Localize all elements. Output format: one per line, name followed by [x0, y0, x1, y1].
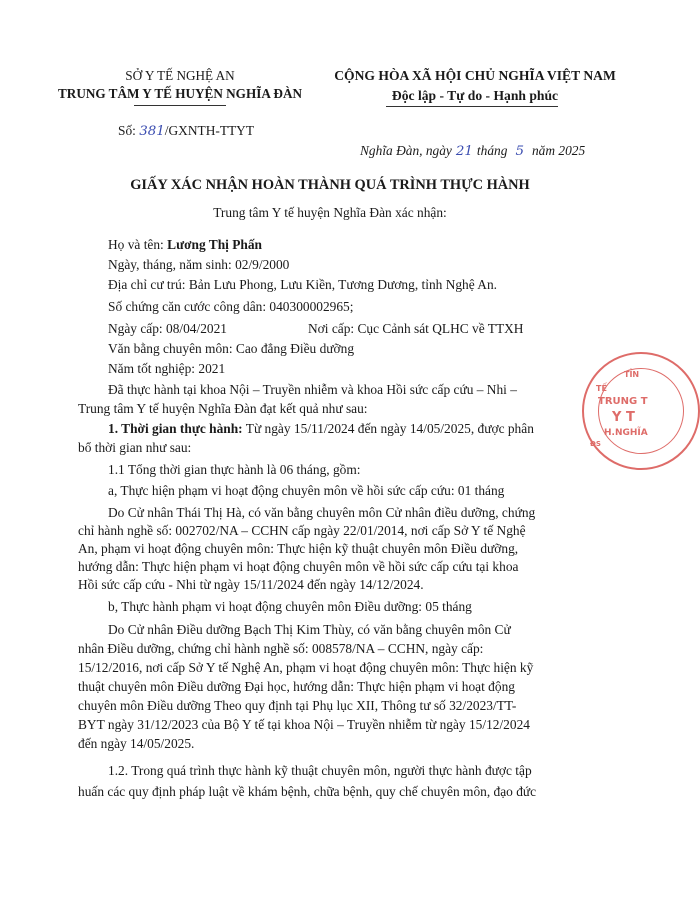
section-1-text: Từ ngày 15/11/2024 đến ngày 14/05/2025, được phân [242, 421, 534, 436]
section-1-line-2: bổ thời gian như sau: [78, 440, 192, 455]
seal-inner-ring [598, 368, 684, 454]
section-1-1: 1.1 Tổng thời gian thực hành là 06 tháng, gồm: [108, 462, 361, 477]
person-name [108, 236, 262, 253]
section-a-heading: a, Thực hiện phạm vi hoạt động chuyên môn về hồi sức cấp cứu: 01 tháng [108, 483, 505, 498]
country-name: CỘNG HÒA XÃ HỘI CHỦ NGHĨA VIỆT NAM [334, 68, 616, 83]
person-address: Địa chỉ cư trú: Bản Lưu Phong, Lưu Kiền, Tương Dương, tỉnh Nghệ An. [108, 277, 498, 292]
date-month-label: tháng [476, 143, 508, 158]
date-place: Nghĩa Đàn, ngày [360, 143, 452, 158]
section-b-line-7: đến ngày 14/05/2025. [78, 736, 195, 751]
doc-no-prefix: Số: [118, 123, 140, 138]
section-b-heading: b, Thực hành phạm vi hoạt động chuyên môn Điều dưỡng: 05 tháng [108, 599, 472, 614]
section-b-line-4: thuật chuyên môn Điều dưỡng Đại học, hướng dẫn: Thực hiện phạm vi hoạt động [78, 679, 515, 694]
section-a-line-4: hướng dẫn: Thực hiện phạm vi hoạt động chuyên môn về hồi sức cấp cứu tại khoa [78, 559, 519, 574]
name-label: Họ và tên: [108, 237, 168, 252]
section-1-label: 1. Thời gian thực hành: [108, 421, 243, 436]
seal-line-mid: TRUNG T [598, 396, 648, 407]
id-issue-place: Nơi cấp: Cục Cảnh sát QLHC về TTXH [308, 321, 524, 336]
section-a-line-5: Hồi sức cấp cứu - Nhi từ ngày 15/11/2024 đến ngày 14/12/2024. [78, 577, 424, 592]
section-a-line-2: chỉ hành nghề số: 002702/NA – CCHN cấp ngày 22/01/2014, nơi cấp Sở Y tế Nghệ [78, 523, 526, 538]
section-1-2-line-1: 1.2. Trong quá trình thực hành kỹ thuật chuyên môn, người thực hành được tập [108, 763, 532, 778]
seal-line-low: H.NGHĨA [604, 428, 648, 438]
section-b-line-3: 15/12/2016, nơi cấp Sở Y tế Nghệ An, phạm vi hoạt động chuyên môn: Thực hiện kỹ [78, 660, 534, 675]
section-1-heading [108, 420, 534, 437]
date-day: 21 [455, 144, 473, 159]
section-b-line-5: chuyên môn Điều dưỡng Theo quy định tại Phụ lục XII, Thông tư số 32/2023/TT- [78, 698, 517, 713]
person-degree: Văn bằng chuyên môn: Cao đẳng Điều dưỡng [108, 341, 355, 356]
person-id-number: Số chứng căn cước công dân: 040300002965; [108, 299, 354, 314]
seal-line-big: Y T [612, 410, 635, 425]
person-dob: Ngày, tháng, năm sinh: 02/9/2000 [108, 257, 290, 272]
doc-no-handwritten: 381 [139, 124, 165, 139]
section-b-line-6: BYT ngày 31/12/2023 của Bộ Y tế tại khoa Nội – Truyền nhiễm từ ngày 15/12/2024 [78, 717, 530, 732]
org-underline [134, 105, 226, 106]
section-a-line-3: An, phạm vi hoạt động chuyên môn: Thực hiện kỹ thuật chuyên môn Điều dưỡng, [78, 541, 519, 556]
name-value: Lương Thị Phấn [167, 237, 262, 252]
seal-left-text: TẾ [596, 384, 607, 393]
national-motto: Độc lập - Tự do - Hạnh phúc [391, 88, 559, 103]
document-title: GIẤY XÁC NHẬN HOÀN THÀNH QUÁ TRÌNH THỰC HÀNH [130, 177, 530, 193]
date-month: 5 [515, 144, 524, 159]
org-name: TRUNG TÂM Y TẾ HUYỆN NGHĨA ĐÀN [58, 86, 302, 101]
section-b-line-2: nhân Điều dưỡng, chứng chỉ hành nghề số: 008578/NA – CCHN, ngày cấp: [78, 641, 484, 656]
intro-text: Trung tâm Y tế huyện Nghĩa Đàn xác nhận: [213, 205, 447, 220]
document-date [360, 142, 585, 160]
seal-top-text: TỈN [624, 370, 640, 379]
id-issue-date: Ngày cấp: 08/04/2021 [108, 321, 228, 336]
official-seal [582, 352, 700, 470]
org-parent: SỞ Y TẾ NGHỆ AN [125, 68, 235, 83]
person-grad-year: Năm tốt nghiệp: 2021 [108, 361, 226, 376]
document-number [118, 122, 254, 140]
section-1-2-line-2: huấn các quy định pháp luật về khám bệnh, chữa bệnh, quy chế chuyên môn, đạo đức [78, 784, 537, 799]
date-year: năm 2025 [531, 143, 586, 158]
practice-location-line-1: Đã thực hành tại khoa Nội – Truyền nhiễm và khoa Hồi sức cấp cứu – Nhi – [108, 382, 517, 397]
section-a-line-1: Do Cử nhân Thái Thị Hà, có văn bằng chuyên môn Cử nhân điều dưỡng, chứng [108, 505, 536, 520]
doc-no-suffix: /GXNTH-TTYT [164, 123, 255, 138]
seal-bottom-text: ĐS [590, 440, 601, 448]
motto-underline [386, 106, 558, 107]
section-b-line-1: Do Cử nhân Điều dưỡng Bạch Thị Kim Thùy, có văn bằng chuyên môn Cử [108, 622, 511, 637]
practice-location-line-2: Trung tâm Y tế huyện Nghĩa Đàn đạt kết quả như sau: [78, 401, 368, 416]
